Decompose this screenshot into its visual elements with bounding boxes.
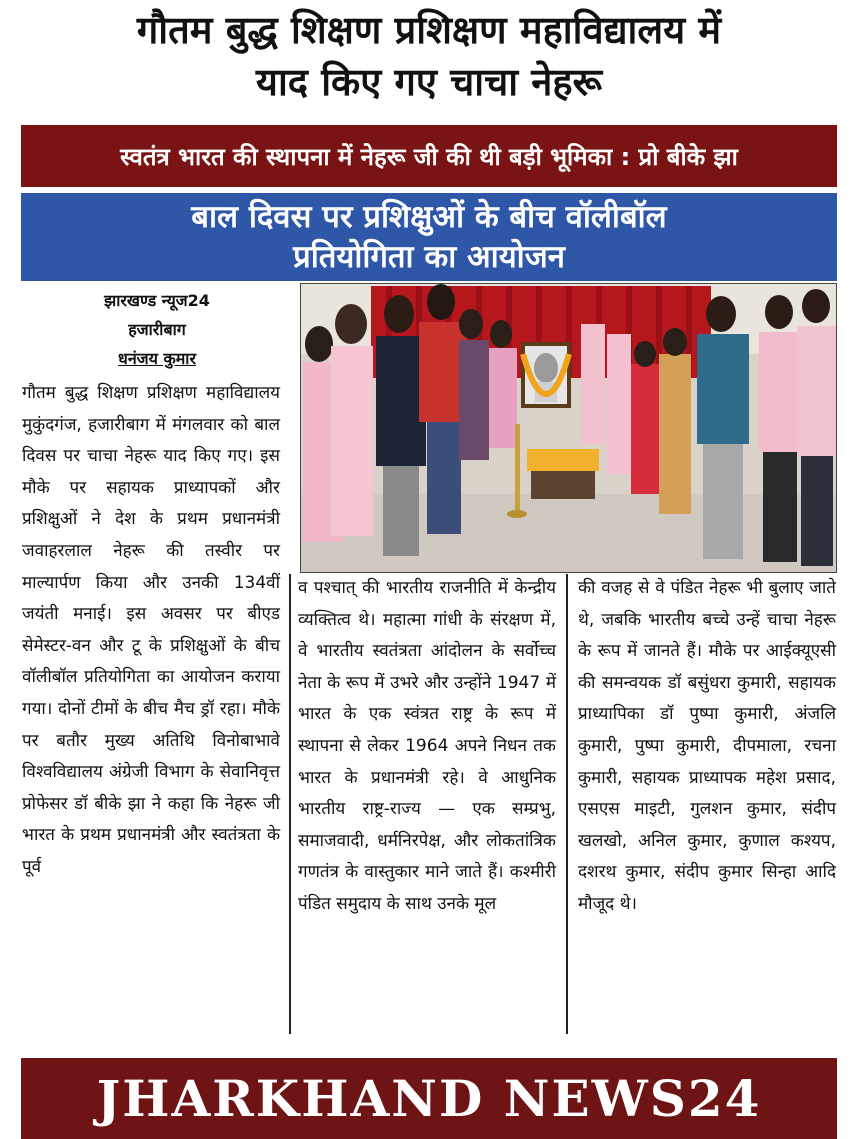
article-column-1: गौतम बुद्ध शिक्षण प्रशिक्षण महाविद्यालय मुकुंदगंज, हजारीबाग में मंगलवार को बाल दिवस पर चाचा नेहरू याद किए गए। इस मौके पर सहायक प्राध्यापकों और प्रशिक्षुओं ने देश के प्रथम प्रधानमंत्री जवाहरलाल नेहरू की तस्वीर पर माल्यार्पण किया और उनकी 134वीं जयंती मनाई। इस अवसर पर बीएड सेमेस्टर-वन और टू के प्रशिक्षुओं के बीच वॉलीबॉल प्रतियोगिता का आयोजन कराया गया। दोनों टीमों के बीच मैच ड्रॉ रहा। मौके पर बतौर मुख्य अतिथि विनोबाभावे विश्वविद्यालय अंग्रेजी विभाग के सेवानिवृत्त प्रोफेसर डॉ बीके झा ने कहा कि नेहरू जी भारत के प्रथम प्रधानमंत्री और स्वतंत्रता के पूर्व: [22, 383, 280, 877]
byline-source: झारखण्ड न्यूज24: [104, 291, 210, 310]
byline-place: हजारीबाग: [128, 320, 186, 339]
event-photo: [300, 283, 837, 573]
subheadline-blue-line2: प्रतियोगिता का आयोजन: [293, 239, 565, 275]
article-column-3: की वजह से वे पंडित नेहरू भी बुलाए जाते थे, जबकि भारतीय बच्चे उन्हें चाचा नेहरू के रूप में जानते हैं। मौके पर आईक्यूएसी की समन्वयक डॉ बसुंधरा कुमारी, सहायक प्राध्यापिका डॉ पुष्पा कुमारी, अंजलि कुमारी, पुष्पा कुमारी, दीपमाला, रचना कुमारी, सहायक प्राध्यापक महेश प्रसाद, एसएस माइटी, गुलशन कुमार, संदीप खलखो, अनिल कुमार, कुणाल कश्यप, दशरथ कुमार, संदीप कुमार सिन्हा आदि मौजूद थे।: [578, 578, 836, 914]
subheadline-blue-line1: बाल दिवस पर प्रशिक्षुओं के बीच वॉलीबॉल: [191, 199, 667, 235]
subheadline-red: स्वतंत्र भारत की स्थापना में नेहरू जी की थी बड़ी भूमिका : प्रो बीके झा: [21, 125, 837, 187]
byline-author: धनंजय कुमार: [118, 349, 196, 368]
subheadline-blue: [21, 193, 837, 281]
footer-banner: JHARKHAND NEWS24: [21, 1058, 837, 1139]
headline-line2: याद किए गए चाचा नेहरू: [255, 60, 603, 104]
column-divider-2: [566, 574, 568, 1034]
article-column-2: व पश्चात् की भारतीय राजनीति में केन्द्रीय व्यक्तित्व थे। महात्मा गांधी के संरक्षण में, वे भारतीय स्वतंत्रता आंदोलन के सर्वोच्च नेता के रूप में उभरे और उन्होंने 1947 में भारत के एक स्वंत्रत राष्ट्र के रूप में स्थापना से लेकर 1964 अपने निधन तक भारत के प्रधानमंत्री रहे। वे आधुनिक भारतीय राष्ट्र-राज्य — एक सम्प्रभु, समाजवादी, धर्मनिरपेक्ष, और लोकतांत्रिक गणतंत्र के वास्तुकार माने जाते हैं। कश्मीरी पंडित समुदाय के साथ उनके मूल: [298, 578, 556, 914]
headline-line1: गौतम बुद्ध शिक्षण प्रशिक्षण महाविद्यालय में: [136, 8, 722, 52]
headline: [0, 4, 858, 108]
column-divider-1: [289, 574, 291, 1034]
byline: [22, 286, 292, 373]
